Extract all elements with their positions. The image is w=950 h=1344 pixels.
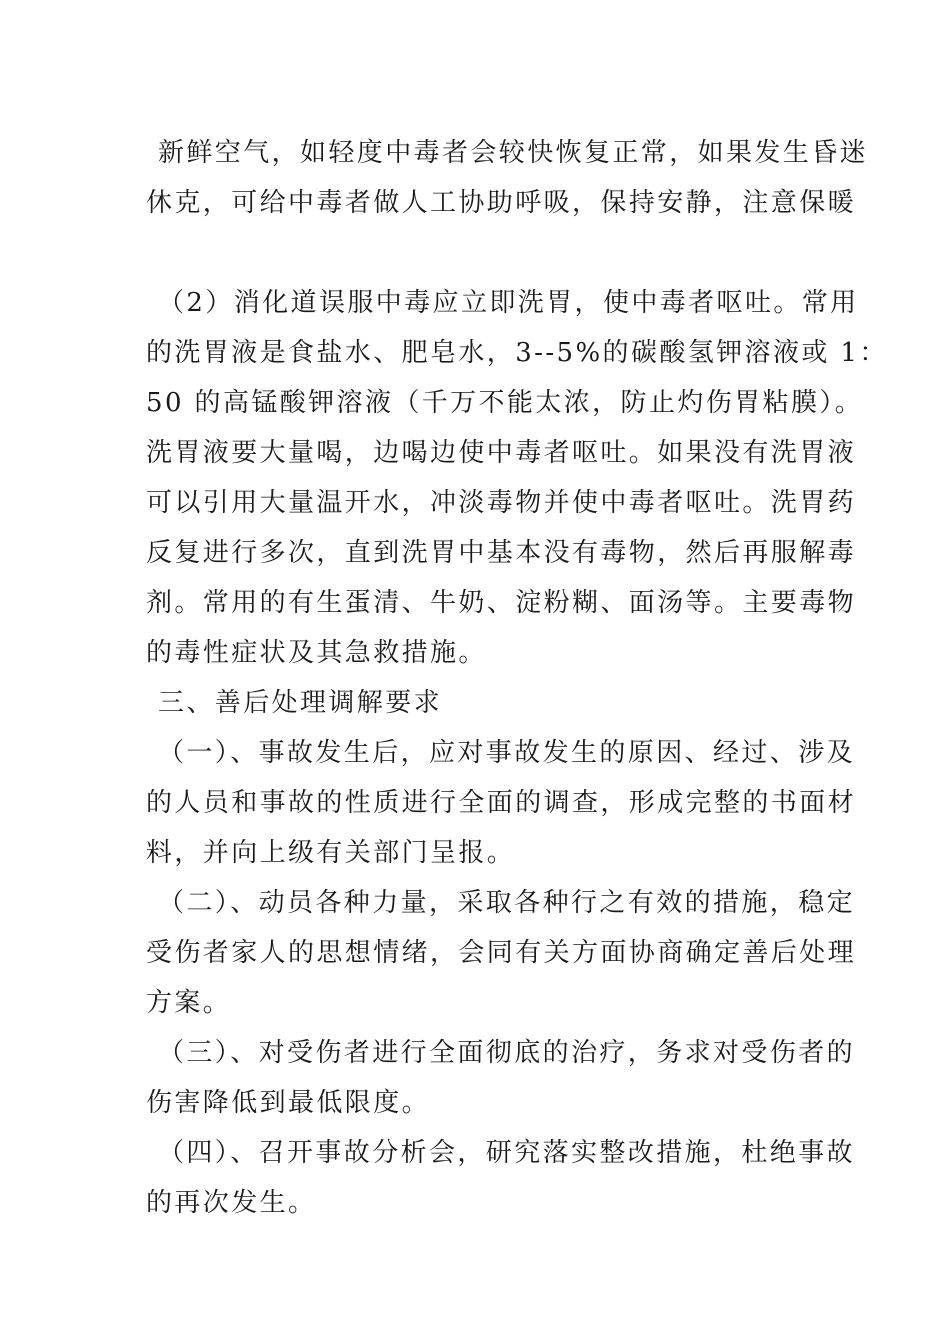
text-line: 50 的高锰酸钾溶液（千万不能太浓，防止灼伤胃粘膜）。 [146,388,864,418]
text-line: （三）、对受伤者进行全面彻底的治疗，务求对受伤者的 [158,1038,856,1068]
text-line: （二）、动员各种力量，采取各种行之有效的措施，稳定 [158,888,856,918]
text-line: 可以引用大量温开水，冲淡毒物并使中毒者呕吐。洗胃药 [146,488,857,518]
text-line: 新鲜空气，如轻度中毒者会较快恢复正常，如果发生昏迷 [158,138,869,168]
text-line: （2）消化道误服中毒应立即洗胃，使中毒者呕吐。常用 [158,288,859,318]
text-line: 反复进行多次，直到洗胃中基本没有毒物，然后再服解毒 [146,538,857,568]
text-line: （一）、事故发生后，应对事故发生的原因、经过、涉及 [158,738,856,768]
text-line: 受伤者家人的思想情绪，会同有关方面协商确定善后处理 [146,938,857,968]
text-line: （四）、召开事故分析会，研究落实整改措施，杜绝事故 [158,1138,856,1168]
text-line: 洗胃液要大量喝，边喝边使中毒者呕吐。如果没有洗胃液 [146,438,857,468]
text-line: 的洗胃液是食盐水、肥皂水，3--5%的碳酸氢钾溶液或 1： [146,338,888,368]
text-line: 料，并向上级有关部门呈报。 [146,838,516,868]
text-line: 的人员和事故的性质进行全面的调查，形成完整的书面材 [146,788,857,818]
text-line: 休克，可给中毒者做人工协助呼吸，保持安静，注意保暖 [146,188,857,218]
section-heading: 三、善后处理调解要求 [158,688,443,718]
text-line: 伤害降低到最低限度。 [146,1088,431,1118]
text-line: 剂。常用的有生蛋清、牛奶、淀粉糊、面汤等。主要毒物 [146,588,857,618]
text-line: 的毒性症状及其急救措施。 [146,638,487,668]
text-line: 的再次发生。 [146,1188,317,1218]
text-line: 方案。 [146,988,232,1018]
